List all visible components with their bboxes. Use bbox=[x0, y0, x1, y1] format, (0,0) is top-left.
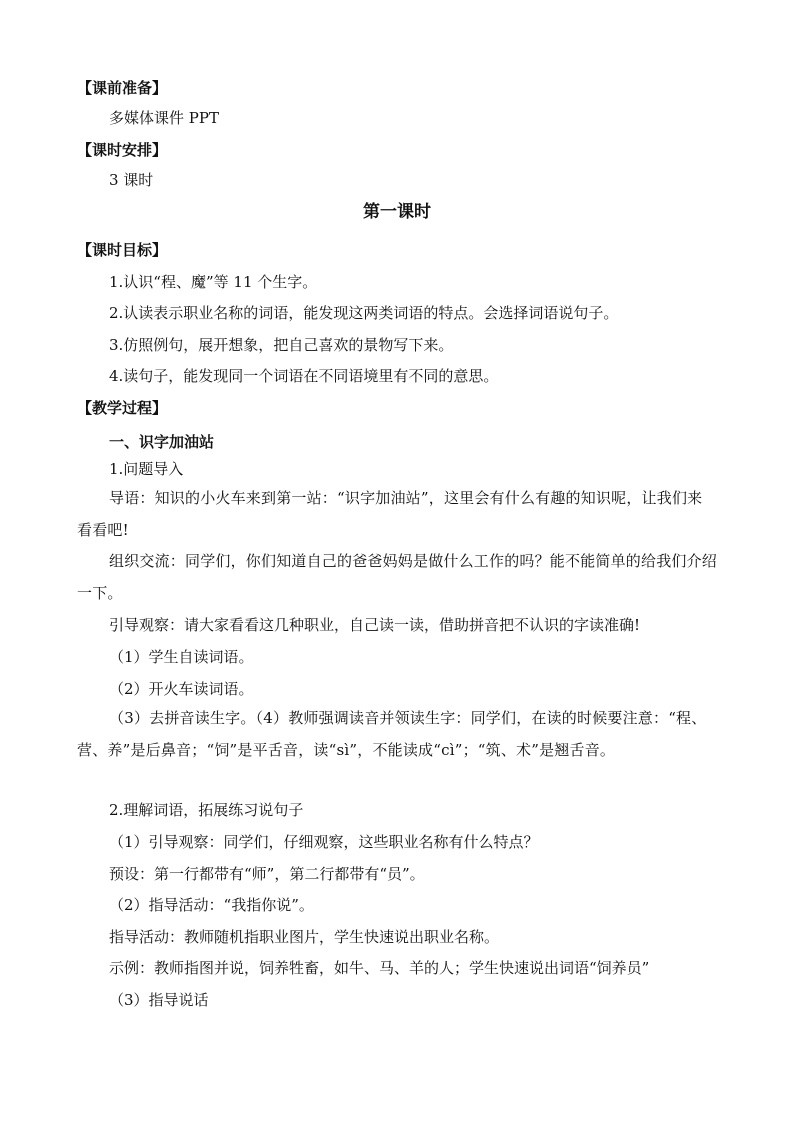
prep-heading: 【课前准备】 bbox=[77, 79, 168, 97]
sub-step-1: （1）学生自读词语。 bbox=[109, 648, 254, 666]
observe-paragraph: 引导观察：请大家看看这几种职业，自己读一读，借助拼音把不认识的字读准确! bbox=[109, 616, 641, 634]
step2-preset: 预设：第一行都带有“师”，第二行都带有“员”。 bbox=[109, 865, 425, 883]
intro-paragraph: 导语：知识的小火车来到第一站：“识字加油站”，这里会有什么有趣的知识呢，让我们来看看吧! bbox=[77, 489, 703, 539]
goal-item-4: 4.读句子，能发现同一个词语在不同语境里有不同的意思。 bbox=[109, 367, 499, 385]
sub-step-2: （2）开火车读词语。 bbox=[109, 680, 254, 698]
goal-item-3: 3.仿照例句，展开想象，把自己喜欢的景物写下来。 bbox=[109, 336, 454, 354]
step2-activity: 指导活动：教师随机指职业图片，学生快速说出职业名称。 bbox=[109, 928, 500, 946]
step1-label: 1.问题导入 bbox=[109, 460, 184, 478]
step2-example: 示例：教师指图并说，饲养牲畜，如牛、马、羊的人；学生快速说出词语“饲养员” bbox=[109, 959, 650, 977]
step2-sub-1: （1）引导观察：同学们，仔细观察，这些职业名称有什么特点？ bbox=[109, 833, 539, 851]
goal-item-1: 1.认识“程、魔”等 11 个生字。 bbox=[109, 273, 318, 291]
lesson-title: 第一课时 bbox=[363, 202, 431, 222]
exchange-paragraph: 组织交流：同学们，你们知道自己的爸爸妈妈是做什么工作的吗？能不能简单的给我们介绍一下。 bbox=[77, 552, 718, 602]
sub-step-3-paragraph: （3）去拼音读生字。（4）教师强调读音并领读生字：同学们，在读的时候要注意：“程、营、养”是后鼻音；“饲”是平舌音，读“sì”，不能读成“cì”；“筑、术”是翘舌音。 bbox=[77, 709, 707, 759]
schedule-text: 3 课时 bbox=[109, 171, 154, 189]
goal-item-2: 2.认读表示职业名称的词语，能发现这两类词语的特点。会选择词语说句子。 bbox=[109, 304, 619, 322]
schedule-heading: 【课时安排】 bbox=[77, 141, 168, 159]
goals-heading: 【课时目标】 bbox=[77, 241, 168, 259]
step2-sub-3: （3）指导说话 bbox=[109, 991, 209, 1009]
process-heading: 【教学过程】 bbox=[77, 399, 168, 417]
step2-label: 2.理解词语，拓展练习说句子 bbox=[109, 801, 304, 819]
prep-text: 多媒体课件 PPT bbox=[109, 109, 219, 127]
step2-sub-2: （2）指导活动：“我指你说”。 bbox=[109, 896, 314, 914]
part1-heading: 一、识字加油站 bbox=[109, 433, 215, 451]
